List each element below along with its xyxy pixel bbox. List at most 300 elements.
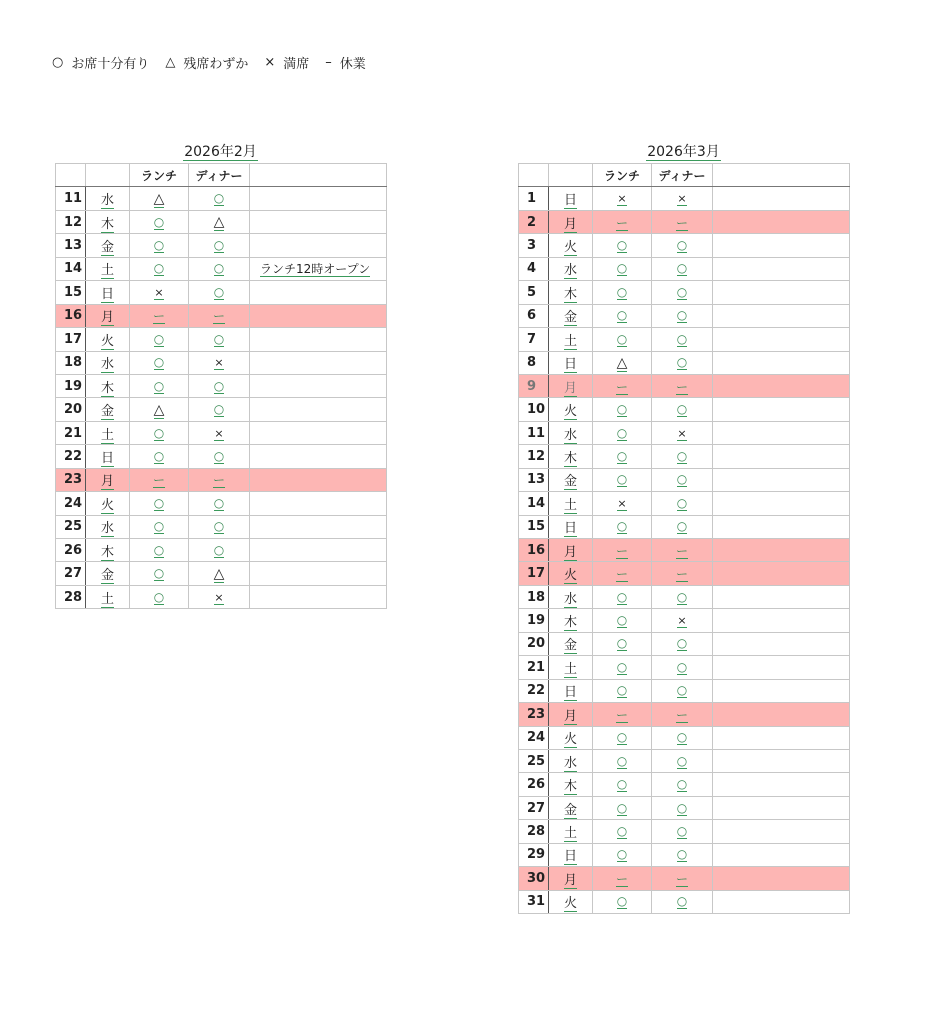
weekday: 日 (563, 685, 577, 701)
dinner-status: ○ (676, 847, 688, 862)
day-number: 22 (519, 679, 549, 702)
table-row (519, 843, 850, 866)
dinner-status-cell (652, 328, 713, 351)
weekday-cell (549, 656, 593, 679)
lunch-status-cell (593, 609, 652, 632)
dinner-status-cell (652, 843, 713, 866)
dinner-status: ○ (676, 448, 688, 463)
lunch-status: ー (615, 871, 628, 886)
weekday-cell (549, 703, 593, 726)
dinner-status-cell (652, 210, 713, 233)
lunch-status: ○ (153, 495, 165, 510)
dinner-status: ○ (213, 378, 225, 393)
weekday: 火 (563, 404, 577, 420)
weekday: 木 (563, 615, 577, 631)
lunch-status: ○ (616, 261, 628, 276)
note-cell (713, 562, 850, 585)
dinner-status: ○ (676, 261, 688, 276)
weekday-cell (549, 820, 593, 843)
weekday-cell (549, 679, 593, 702)
lunch-status: ○ (616, 402, 628, 417)
note-cell (250, 562, 387, 585)
weekday: 水 (563, 591, 577, 607)
note-cell (713, 773, 850, 796)
day-number: 22 (56, 445, 86, 468)
lunch-status: × (617, 496, 627, 510)
legend-available-icon: ○ (52, 55, 64, 70)
dinner-status-cell (189, 187, 250, 210)
note-cell (250, 585, 387, 608)
lunch-status-cell (593, 445, 652, 468)
note-cell (713, 796, 850, 819)
lunch-status: ○ (153, 566, 165, 581)
note-cell (250, 421, 387, 444)
header-dinner: ディナー (652, 164, 713, 187)
table-row (519, 539, 850, 562)
dinner-status-cell (652, 609, 713, 632)
lunch-status: ○ (616, 659, 628, 674)
note-cell (250, 468, 387, 491)
note-cell (713, 257, 850, 280)
table-row (519, 515, 850, 538)
weekday-cell (549, 562, 593, 585)
lunch-status-cell (593, 843, 652, 866)
table-row (56, 281, 387, 304)
weekday-cell (549, 796, 593, 819)
note-cell (250, 187, 387, 210)
day-number: 13 (56, 234, 86, 257)
dinner-status-cell (189, 374, 250, 397)
dinner-status-cell (652, 187, 713, 210)
weekday-cell (86, 234, 130, 257)
table-row (519, 468, 850, 491)
weekday-cell (549, 515, 593, 538)
header-day (56, 164, 86, 187)
note-cell (713, 328, 850, 351)
day-number: 14 (519, 492, 549, 515)
table-row (519, 234, 850, 257)
legend-closed-label: 休業 (339, 57, 366, 72)
weekday-cell (86, 328, 130, 351)
day-number: 11 (56, 187, 86, 210)
lunch-status-cell (593, 351, 652, 374)
table-row (519, 445, 850, 468)
table-row (519, 773, 850, 796)
lunch-status-cell (130, 351, 189, 374)
table-header-row (56, 164, 387, 187)
dinner-status: ー (675, 379, 688, 394)
weekday-cell (549, 445, 593, 468)
note-cell (713, 351, 850, 374)
table-row (56, 328, 387, 351)
note-cell (713, 187, 850, 210)
table-row (519, 421, 850, 444)
lunch-status: ○ (616, 472, 628, 487)
day-number: 27 (56, 562, 86, 585)
dinner-status-cell (652, 468, 713, 491)
lunch-status-cell (593, 726, 652, 749)
dinner-status: ー (675, 567, 688, 582)
lunch-status: ○ (153, 542, 165, 557)
day-number: 27 (519, 796, 549, 819)
dinner-status: ○ (676, 284, 688, 299)
note-cell (713, 210, 850, 233)
dinner-status: ○ (213, 191, 225, 206)
weekday-cell (86, 210, 130, 233)
dinner-status: ○ (213, 331, 225, 346)
lunch-status: ○ (153, 214, 165, 229)
dinner-status-cell (652, 796, 713, 819)
dinner-status-cell (652, 820, 713, 843)
dinner-status-cell (189, 210, 250, 233)
table-row (519, 679, 850, 702)
weekday-cell (549, 187, 593, 210)
weekday-cell (549, 492, 593, 515)
table-row (56, 492, 387, 515)
weekday-cell (86, 515, 130, 538)
lunch-status: ○ (153, 238, 165, 253)
lunch-status-cell (130, 421, 189, 444)
dinner-status-cell (652, 234, 713, 257)
table-row (519, 281, 850, 304)
lunch-status: × (617, 192, 627, 206)
weekday: 日 (563, 193, 577, 209)
lunch-status-cell (593, 773, 652, 796)
day-number: 21 (56, 421, 86, 444)
lunch-status-cell (130, 562, 189, 585)
weekday: 水 (100, 357, 114, 373)
lunch-status-cell (593, 820, 652, 843)
day-number: 16 (519, 539, 549, 562)
dinner-status-cell (652, 445, 713, 468)
dinner-status-cell (189, 351, 250, 374)
weekday: 火 (100, 497, 114, 513)
dinner-status-cell (189, 257, 250, 280)
day-number: 15 (519, 515, 549, 538)
weekday-cell (86, 468, 130, 491)
note-cell (250, 492, 387, 515)
dinner-status: ○ (676, 331, 688, 346)
lunch-status: ○ (153, 355, 165, 370)
weekday: 日 (563, 521, 577, 537)
table-row (56, 421, 387, 444)
weekday-cell (549, 421, 593, 444)
lunch-status: ○ (616, 894, 628, 909)
lunch-status: ー (152, 309, 165, 324)
note-cell (713, 703, 850, 726)
weekday: 日 (563, 357, 577, 373)
dinner-status: ○ (676, 777, 688, 792)
lunch-status-cell (130, 515, 189, 538)
note-cell (250, 515, 387, 538)
header-lunch: ランチ (130, 164, 189, 187)
table-row (519, 703, 850, 726)
lunch-status-cell (593, 234, 652, 257)
note-cell (713, 539, 850, 562)
dinner-status-cell (189, 539, 250, 562)
lunch-status-cell (593, 585, 652, 608)
header-note (713, 164, 850, 187)
lunch-status: ○ (616, 238, 628, 253)
dinner-status: ー (675, 707, 688, 722)
lunch-status-cell (593, 257, 652, 280)
legend-full-label: 満席 (283, 57, 310, 72)
day-number: 7 (519, 328, 549, 351)
table-row (519, 890, 850, 913)
lunch-status: ○ (616, 683, 628, 698)
table-row (519, 749, 850, 772)
note-cell (250, 234, 387, 257)
lunch-status-cell (593, 703, 652, 726)
note-cell (713, 867, 850, 890)
lunch-status: ○ (616, 636, 628, 651)
lunch-status-cell (593, 398, 652, 421)
lunch-status-cell (130, 187, 189, 210)
day-number: 3 (519, 234, 549, 257)
lunch-status-cell (593, 890, 652, 913)
weekday-cell (86, 374, 130, 397)
table-row (56, 257, 387, 280)
weekday: 日 (100, 450, 114, 466)
lunch-status: ○ (153, 589, 165, 604)
weekday-cell (549, 328, 593, 351)
dinner-status-cell (652, 351, 713, 374)
table-row (519, 609, 850, 632)
lunch-status-cell (593, 796, 652, 819)
availability-table (518, 163, 850, 914)
note-cell (713, 679, 850, 702)
weekday: 水 (563, 755, 577, 771)
lunch-status-cell (593, 867, 652, 890)
table-header-row (519, 164, 850, 187)
lunch-status-cell (130, 281, 189, 304)
day-number: 4 (519, 257, 549, 280)
weekday: 月 (100, 474, 114, 490)
weekday-cell (86, 492, 130, 515)
weekday-cell (86, 585, 130, 608)
dinner-status: ○ (676, 800, 688, 815)
weekday: 土 (100, 263, 114, 279)
lunch-status: ー (615, 215, 628, 230)
lunch-status: ○ (616, 613, 628, 628)
day-number: 12 (519, 445, 549, 468)
table-row (519, 351, 850, 374)
weekday-cell (86, 351, 130, 374)
lunch-status: ○ (153, 448, 165, 463)
dinner-status: ○ (213, 238, 225, 253)
availability-table (55, 163, 387, 609)
note-cell (250, 210, 387, 233)
dinner-status: ○ (676, 730, 688, 745)
weekday-cell (86, 187, 130, 210)
lunch-status: ○ (616, 800, 628, 815)
weekday: 金 (563, 638, 577, 654)
lunch-status-cell (130, 257, 189, 280)
note-cell (250, 351, 387, 374)
dinner-status: ○ (676, 659, 688, 674)
note-cell (713, 421, 850, 444)
lunch-status-cell (593, 679, 652, 702)
weekday-cell (549, 749, 593, 772)
day-number: 29 (519, 843, 549, 866)
weekday-cell (549, 257, 593, 280)
weekday-cell (549, 351, 593, 374)
note-cell (250, 304, 387, 327)
dinner-status-cell (652, 562, 713, 585)
lunch-status-cell (130, 585, 189, 608)
weekday: 土 (100, 427, 114, 443)
dinner-status-cell (189, 234, 250, 257)
weekday: 金 (100, 404, 114, 420)
weekday: 火 (563, 896, 577, 912)
note-cell (250, 328, 387, 351)
dinner-status-cell (652, 749, 713, 772)
table-row (56, 210, 387, 233)
lunch-status-cell (130, 210, 189, 233)
day-number: 9 (519, 374, 549, 397)
lunch-status: ○ (616, 730, 628, 745)
day-number: 5 (519, 281, 549, 304)
weekday: 月 (563, 708, 577, 724)
dinner-status-cell (189, 445, 250, 468)
dinner-status: ○ (213, 519, 225, 534)
day-number: 23 (519, 703, 549, 726)
dinner-status-cell (652, 515, 713, 538)
weekday: 土 (563, 825, 577, 841)
dinner-status: ー (675, 871, 688, 886)
dinner-status: ○ (676, 636, 688, 651)
lunch-status: × (154, 285, 164, 299)
lunch-status: ○ (153, 378, 165, 393)
weekday: 土 (563, 661, 577, 677)
dinner-status: ○ (676, 238, 688, 253)
day-number: 24 (56, 492, 86, 515)
table-row (519, 562, 850, 585)
table-row (519, 585, 850, 608)
note-cell (713, 749, 850, 772)
dinner-status-cell (652, 656, 713, 679)
weekday: 火 (563, 732, 577, 748)
dinner-status: ○ (676, 589, 688, 604)
lunch-status-cell (593, 281, 652, 304)
day-number: 2 (519, 210, 549, 233)
note-cell (250, 445, 387, 468)
dinner-status: ○ (213, 448, 225, 463)
weekday: 木 (563, 286, 577, 302)
dinner-status: ー (675, 543, 688, 558)
dinner-status-cell (652, 539, 713, 562)
lunch-status-cell (593, 515, 652, 538)
table-row (56, 304, 387, 327)
header-dinner: ディナー (189, 164, 250, 187)
dinner-status: × (214, 590, 224, 604)
weekday: 月 (563, 380, 577, 396)
table-row (519, 796, 850, 819)
weekday-cell (549, 234, 593, 257)
dinner-status: ○ (213, 542, 225, 557)
dinner-status: × (214, 356, 224, 370)
table-row (519, 328, 850, 351)
weekday: 金 (100, 240, 114, 256)
note-cell (250, 257, 387, 280)
weekday-cell (549, 726, 593, 749)
note: ランチ12時オープン (260, 262, 371, 277)
lunch-status: ○ (616, 425, 628, 440)
lunch-status-cell (130, 234, 189, 257)
lunch-status-cell (130, 374, 189, 397)
day-number: 31 (519, 890, 549, 913)
day-number: 8 (519, 351, 549, 374)
day-number: 16 (56, 304, 86, 327)
note-cell (713, 585, 850, 608)
note-cell (713, 609, 850, 632)
day-number: 25 (56, 515, 86, 538)
day-number: 10 (519, 398, 549, 421)
day-number: 20 (56, 398, 86, 421)
table-row (519, 820, 850, 843)
dinner-status-cell (189, 304, 250, 327)
dinner-status-cell (652, 421, 713, 444)
note-cell (250, 281, 387, 304)
legend-closed-icon: – (325, 55, 332, 70)
weekday-cell (86, 281, 130, 304)
day-number: 6 (519, 304, 549, 327)
table-row (56, 585, 387, 608)
table-row (519, 867, 850, 890)
weekday: 木 (100, 544, 114, 560)
calendar-title-text: 2026年2月 (184, 144, 257, 160)
weekday: 水 (100, 521, 114, 537)
lunch-status: ー (615, 379, 628, 394)
lunch-status-cell (130, 539, 189, 562)
weekday-cell (549, 468, 593, 491)
table-row (519, 187, 850, 210)
lunch-status-cell (130, 398, 189, 421)
dinner-status: ○ (676, 472, 688, 487)
legend-full-icon: × (264, 55, 276, 70)
day-number: 11 (519, 421, 549, 444)
lunch-status: ○ (616, 823, 628, 838)
dinner-status: ○ (213, 261, 225, 276)
dinner-status-cell (652, 890, 713, 913)
weekday-cell (549, 585, 593, 608)
dinner-status-cell (652, 773, 713, 796)
weekday: 月 (563, 544, 577, 560)
lunch-status: ○ (616, 331, 628, 346)
weekday: 金 (563, 310, 577, 326)
dinner-status: × (677, 426, 687, 440)
header-lunch: ランチ (593, 164, 652, 187)
day-number: 25 (519, 749, 549, 772)
note-cell (713, 445, 850, 468)
dinner-status: ○ (676, 519, 688, 534)
day-number: 17 (519, 562, 549, 585)
table-row (56, 351, 387, 374)
header-note (250, 164, 387, 187)
table-row (519, 656, 850, 679)
legend-few-label: 残席わずか (183, 57, 249, 72)
calendar-february (55, 141, 387, 609)
legend (52, 53, 382, 72)
table-row (56, 445, 387, 468)
weekday: 木 (563, 779, 577, 795)
weekday-cell (86, 304, 130, 327)
legend-available-label: お席十分有り (71, 57, 150, 72)
lunch-status-cell (593, 539, 652, 562)
weekday: 月 (100, 310, 114, 326)
note-cell (713, 398, 850, 421)
note-cell (713, 515, 850, 538)
